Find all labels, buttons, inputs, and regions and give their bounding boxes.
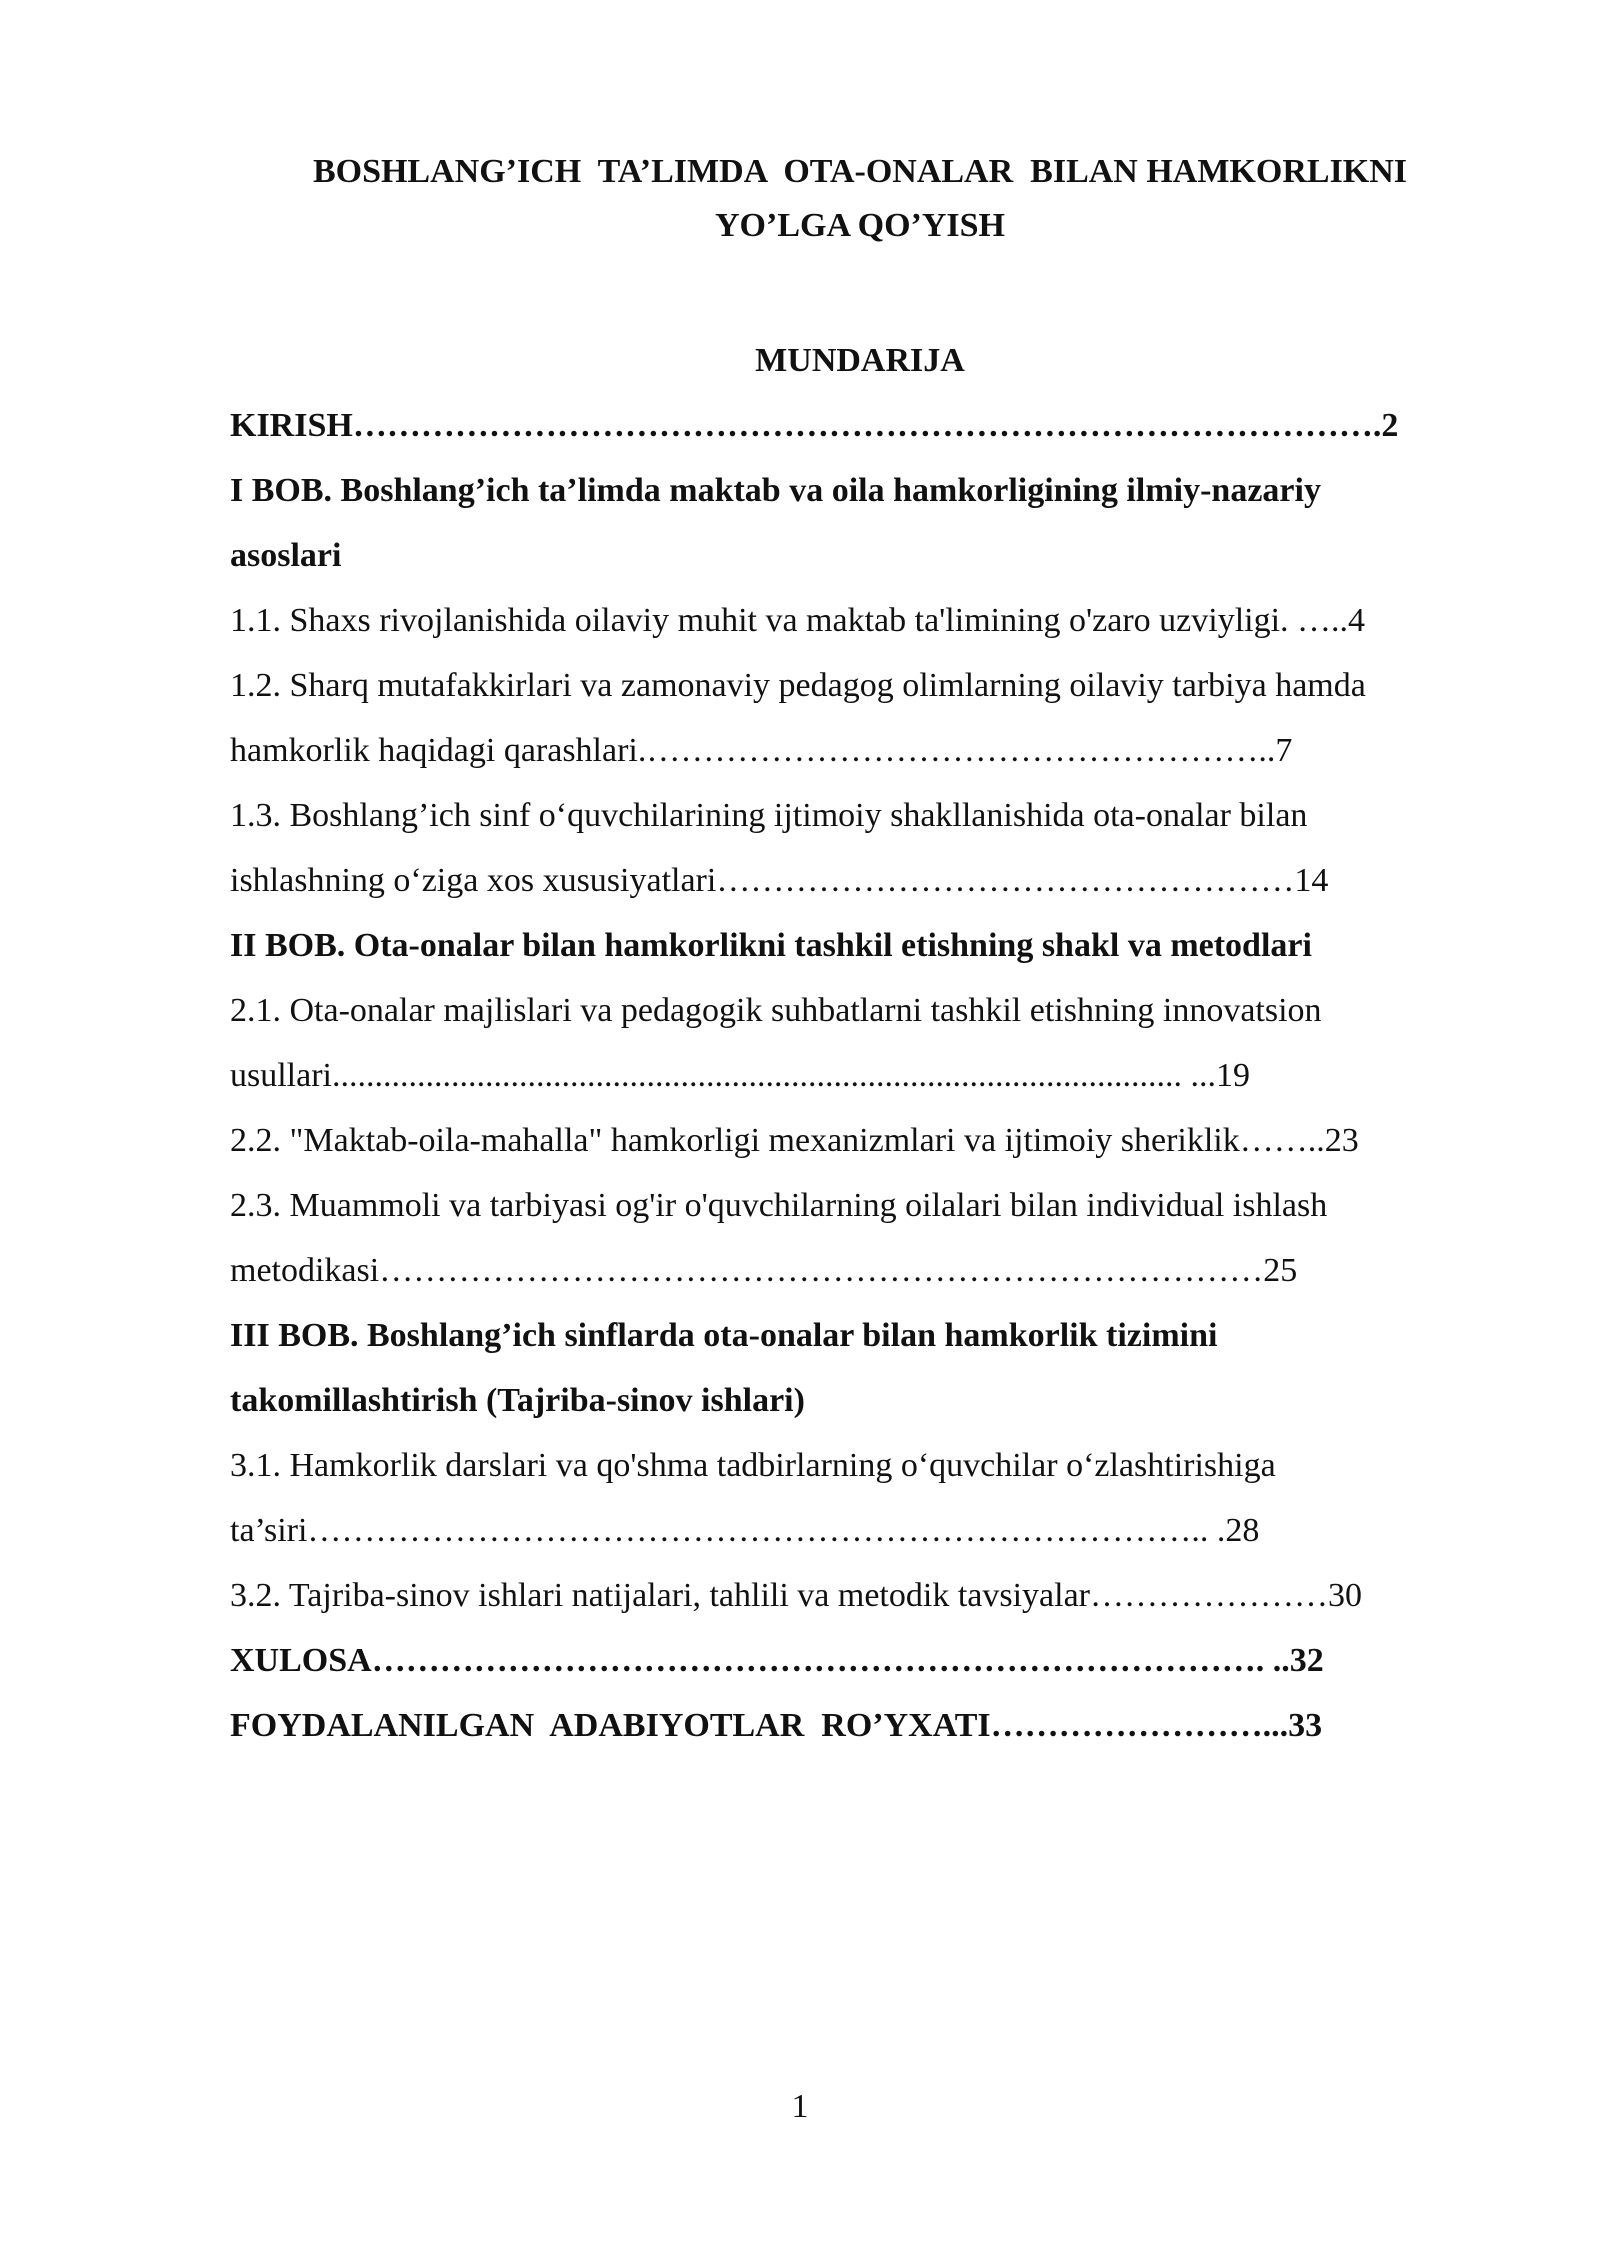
toc-entry-kirish: KIRISH……………………………………………………………………………….2 <box>230 407 1399 444</box>
toc-entry-1-2: 1.2. Sharq mutafakkirlari va zamonaviy pedagog olimlarning oilaviy tarbiya hamda <box>230 667 1366 704</box>
toc-entry-2-3-cont: metodikasi……………………………………………………………………25 <box>230 1252 1298 1289</box>
toc-entry-chapter-1: I BOB. Boshlang’ich ta’limda maktab va oila hamkorligining ilmiy-nazariy <box>230 472 1321 509</box>
toc-entry-1-3: 1.3. Boshlang’ich sinf o‘quvchilarining ijtimoiy shakllanishida ota-onalar bilan <box>230 797 1308 834</box>
toc-entry-xulosa: XULOSA……………………………………………………………………. ..32 <box>230 1642 1324 1679</box>
toc-entry-2-1: 2.1. Ota-onalar majlislari va pedagogik suhbatlarni tashkil etishning innovatsion <box>230 992 1322 1029</box>
toc-entry-1-1: 1.1. Shaxs rivojlanishida oilaviy muhit va maktab ta'limining o'zaro uzviyligi. …..4 <box>230 602 1366 639</box>
toc-entry-2-3: 2.3. Muammoli va tarbiyasi og'ir o'quvchilarning oilalari bilan individual ishlash <box>230 1187 1328 1224</box>
title-line-1: BOSHLANG’ICH TA’LIMDA OTA-ONALAR BILAN HAMKORLIKNI <box>312 153 1408 190</box>
toc-entry-3-1: 3.1. Hamkorlik darslari va qo'shma tadbirlarning o‘quvchilar o‘zlashtirishiga <box>230 1447 1276 1484</box>
page-number: 1 <box>791 2088 809 2125</box>
toc-heading: MUNDARIJA <box>755 342 965 379</box>
document-title <box>230 145 1490 253</box>
toc-entry-2-1-cont: usullari.................................................................................................... ...19 <box>230 1057 1250 1094</box>
toc-entry-1-2-cont: hamkorlik haqidagi qarashlari.………………………………………………..7 <box>230 732 1293 769</box>
toc-entry-chapter-1-cont: asoslari <box>230 537 342 574</box>
toc-entry-bibliography: FOYDALANILGAN ADABIYOTLAR RO’YXATI……………………...33 <box>230 1707 1323 1744</box>
title-line-2: YO’LGA QO’YISH <box>715 207 1005 244</box>
toc-entry-chapter-2: II BOB. Ota-onalar bilan hamkorlikni tashkil etishning shakl va metodlari <box>230 927 1312 964</box>
toc-entry-1-3-cont: ishlashning o‘ziga xos xususiyatlari……………………………………………14 <box>230 862 1329 899</box>
toc-entry-chapter-3: III BOB. Boshlang’ich sinflarda ota-onalar bilan hamkorlik tizimini <box>230 1317 1218 1354</box>
toc-entry-3-2: 3.2. Tajriba-sinov ishlari natijalari, tahlili va metodik tavsiyalar…………………30 <box>230 1577 1362 1614</box>
toc-entry-2-2: 2.2. "Maktab-oila-mahalla" hamkorligi mexanizmlari va ijtimoiy sheriklik……..23 <box>230 1122 1359 1159</box>
toc-entry-chapter-3-cont: takomillashtirish (Tajriba-sinov ishlari) <box>230 1382 805 1419</box>
toc-entry-3-1-cont: ta’siri…………………………………………………………………….. .28 <box>230 1512 1260 1549</box>
